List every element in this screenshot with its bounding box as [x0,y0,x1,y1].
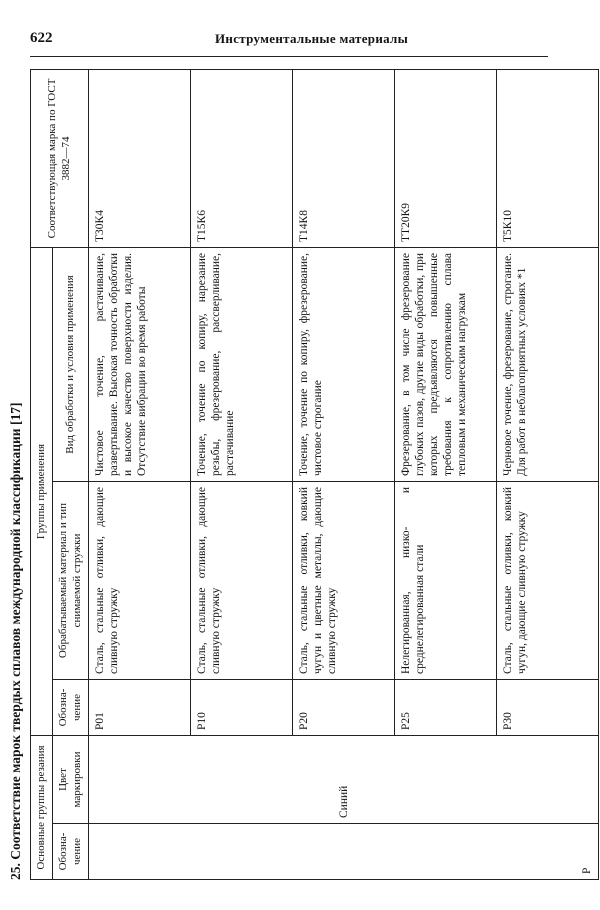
header-main-groups: Основные группы резания [31,736,53,880]
material-cell: Сталь, стальные отливки, ковкий чугун и цветные металлы, дающие сливную стружку [293,482,395,680]
material-cell: Сталь, стальные отливки, ковкий чугун, дающие сливную стружку [497,482,599,680]
processing-cell: Фрезерование, в том числе фрезерование глубоких пазов, другие виды обработки, при которых предъявляются повышенные требования к сопротивлению сплава тепловым и механическим нагрузкам [395,247,497,481]
table-row [89,69,191,879]
header-app-designation: Обозна- чение [53,680,89,736]
grade-cell: Т30К4 [89,69,191,247]
group-code-cell: Р [89,824,599,880]
material-cell: Нелегированная, низко- и среднелегированная стали [395,482,497,680]
header-marking-color: Цвет маркировки [53,736,89,824]
table-caption: 25. Соответствие марок твердых сплавов международной классификации [17] [8,402,23,880]
group-color-cell: Синий [89,736,599,824]
running-header [30,30,548,57]
designation-cell: Р10 [191,680,293,736]
header-application-groups: Группы применения [31,247,53,735]
page-number: 622 [30,30,53,46]
processing-cell: Черновое точение, фрезерование, строгание. Для работ в неблагоприятных условиях *1 [497,247,599,481]
header-material: Обрабатываемый материал и тип снимаемой стружки [53,482,89,680]
running-title: Инструментальные материалы [215,31,409,46]
processing-cell: Точение, точение по копиру, фрезерование, чистовое строгание [293,247,395,481]
processing-cell: Чистовое точение, растачивание, развертывание. Высокая точность обработки и высокое качество поверхности изделия. Отсутствие вибрации во время работы [89,247,191,481]
material-cell: Сталь, стальные отливки, дающие сливную стружку [89,482,191,680]
grade-cell: Т14К8 [293,69,395,247]
grade-cell: Т5К10 [497,69,599,247]
header-gost-grade: Соответствующая марка по ГОСТ 3882—74 [31,69,89,247]
header-processing: Вид обработки и условия применения [53,247,89,481]
grade-cell: Т15К6 [191,69,293,247]
designation-cell: Р30 [497,680,599,736]
grade-cell: ТТ20К9 [395,69,497,247]
designation-cell: Р25 [395,680,497,736]
carbide-grade-table [30,69,599,880]
rotated-table-wrapper [30,70,594,880]
processing-cell: Точение, точение по копиру, нарезание резьбы, фрезерование, рассверливание, растачивание [191,247,293,481]
designation-cell: Р01 [89,680,191,736]
header-designation: Обозна- чение [53,824,89,880]
material-cell: Сталь, стальные отливки, дающие сливную стружку [191,482,293,680]
designation-cell: Р20 [293,680,395,736]
